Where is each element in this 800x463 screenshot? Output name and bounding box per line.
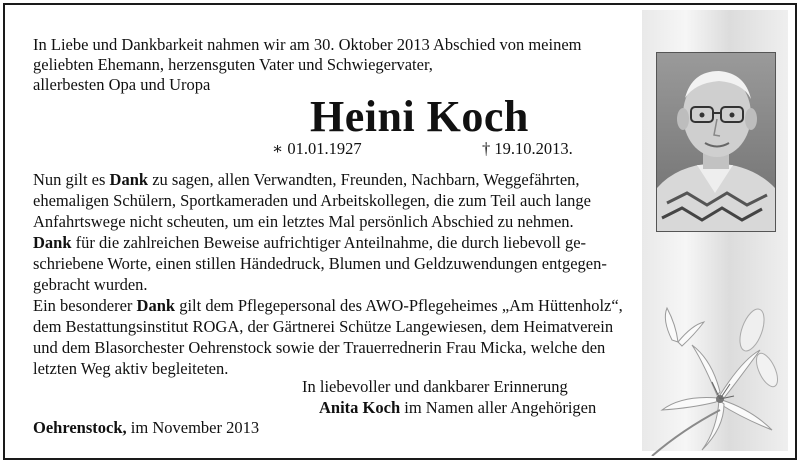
thanks-3-line-4: letzten Weg aktiv begleiteten. <box>33 359 229 378</box>
thanks-2-line-2: schriebene Worte, einen stillen Händedruck, Blumen und Geldzuwendungen entgegen- <box>33 254 607 273</box>
thanks-1-line-2: ehemaligen Schülern, Sportkameraden und Arbeitskollegen, die zum Teil auch lange <box>33 191 591 210</box>
thanks-2-line-3: gebracht wurden. <box>33 275 148 294</box>
thanks-3-line-3: und dem Blasorchester Oehrenstock sowie der Trauerrednerin Frau Micka, welche den <box>33 338 606 357</box>
birth-date: ∗ 01.01.1927 <box>272 139 362 158</box>
thanks-1-line-1: Nun gilt es Dank zu sagen, allen Verwandten, Freunden, Nachbarn, Weggefährten, <box>33 170 580 189</box>
intro-line-1: In Liebe und Dankbarkeit nahmen wir am 30. Oktober 2013 Abschied von meinem <box>33 35 582 54</box>
intro-line-3: allerbesten Opa und Uropa <box>33 75 211 94</box>
portrait-image <box>657 53 775 231</box>
place-date: Oehrenstock, im November 2013 <box>33 418 260 437</box>
thanks-3-line-2: dem Bestattungsinstitut ROGA, der Gärtnerei Schütze Langewiesen, dem Heimatverein <box>33 317 614 336</box>
death-date: † 19.10.2013. <box>482 139 573 158</box>
deceased-name: Heini Koch <box>310 92 529 141</box>
signer-line: Anita Koch im Namen aller Angehörigen <box>319 398 597 417</box>
lily-flowers-image <box>642 300 792 456</box>
thanks-2-line-1: Dank für die zahlreichen Beweise aufrichtiger Anteilnahme, die durch liebevoll ge- <box>33 233 587 252</box>
thanks-3-line-1: Ein besonderer Dank gilt dem Pflegepersonal des AWO-Pflegeheimes „Am Hüttenholz“, <box>33 296 623 315</box>
portrait-photo <box>656 52 776 232</box>
thanks-1-line-3: Anfahrtswege nicht scheuten, um ein letztes Mal persönlich Abschied zu nehmen. <box>33 212 574 231</box>
closing-line: In liebevoller und dankbarer Erinnerung <box>302 377 568 396</box>
intro-line-2: geliebten Ehemann, herzensguten Vater und Schwiegervater, <box>33 55 433 74</box>
